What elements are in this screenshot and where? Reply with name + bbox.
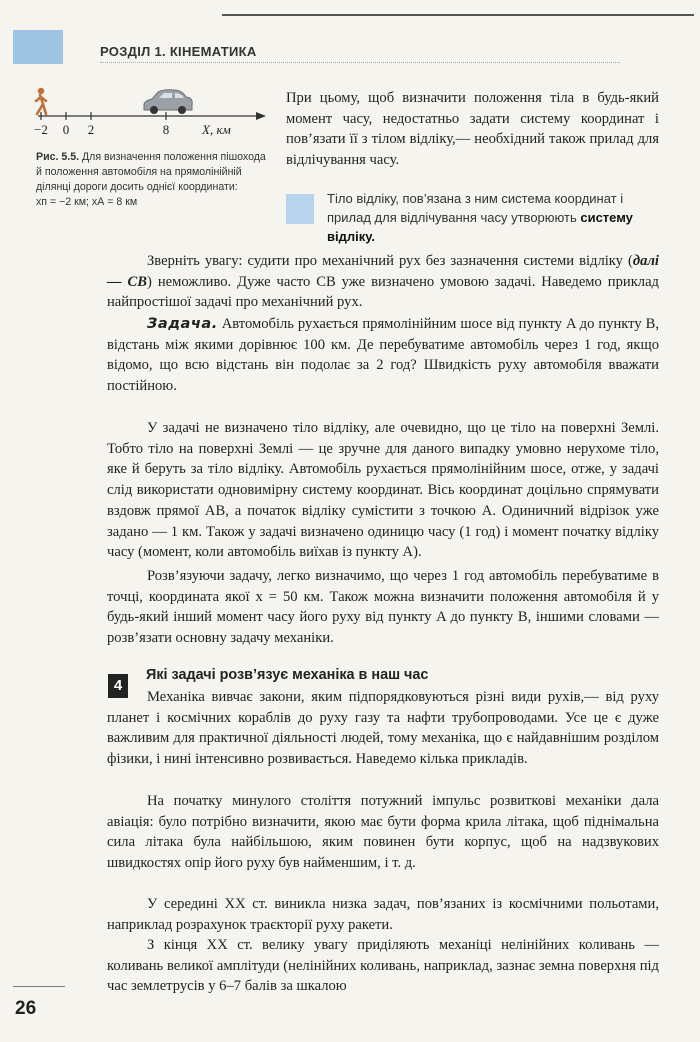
caption-formula: xп = −2 км; xА = 8 км xyxy=(36,196,138,208)
caption-label: Рис. 5.5. xyxy=(36,151,80,163)
chapter-title: РОЗДІЛ 1. КІНЕМАТИКА xyxy=(100,44,257,59)
paragraph-reference-frame xyxy=(107,251,659,313)
chapter-color-block xyxy=(13,30,63,64)
definition-marker xyxy=(286,194,314,224)
p1-italic: далі — СВ xyxy=(107,253,659,290)
axis-tick-label: 0 xyxy=(62,122,70,137)
footer-rule xyxy=(13,986,65,987)
axis-svg xyxy=(36,86,268,148)
section-number-badge: 4 xyxy=(108,674,128,698)
p1-text-b: ) неможливо. Дуже часто СВ уже визначено умовою задачі. Наведемо приклад найпростішої задачі про механічний рух. xyxy=(107,273,659,311)
p1-text-a: Зверніть увагу: судити про механічний рух без зазначення системи відліку ( xyxy=(147,253,633,269)
paragraph-task xyxy=(107,314,659,397)
paragraph-nonlinear: З кінця XX ст. велику увагу приділяють механіці нелінійних коливань — коливань великої амплітуди (нелінійних коливань, наприклад, зазнає земна поверхня під час землетрусів у 6–7 балів за шкалою xyxy=(107,937,659,995)
definition-text xyxy=(327,189,659,246)
pedestrian-icon xyxy=(36,88,46,114)
car-icon xyxy=(144,90,192,114)
paragraph-analysis: У задачі не визначено тіло відліку, але очевидно, що це тіло на поверхні Землі. Тобто тіло на поверхні Землі — це зручне для даного випадку умовно нерухоме тіло, яке й беруть за тіло відліку. Автомобіль рухається прямолінійним шосе, отже, у задачі слід використати одновимірну систему координат. Вісь координат доцільно спрямувати вздовж прямої AB, а початок відліку сумістити з точкою A. Одиничний відрізок уже задано — 1 км. Також у задачі визначено одиницю часу (1 год) і момент початку відліку часу (момент, коли автомобіль виїхав із пункту A). xyxy=(107,420,659,561)
x-axis-arrowhead xyxy=(256,112,266,120)
intro-paragraph: При цьому, щоб визначити положення тіла в будь-який момент часу, недостатньо задати систему координат і пов’язати її з тілом відліку,— необхідний також прилад для відлічування часу. xyxy=(286,90,659,169)
paragraph-mechanics-laws: Механіка вивчає закони, яким підпорядковуються різні види рухів,— від руху планет і космічних кораблів до руху газу та нафти трубопроводами. Усе це є дуже важливим для практичної діяльності людей, тому механіка, що є найдавнішим розділом фізики, і нині інтенсивно розвивається. Наведемо кілька прикладів. xyxy=(107,689,659,768)
axis-tick-label: 8 xyxy=(162,122,170,137)
paragraph-aviation: На початку минулого століття потужний імпульс розвиткові механіки дала авіація: було потрібно визначити, якою має бути форма крила літака, щоб піднімальна сила літака була найбільшою, яким повинен бути корпус, щоб на надзвукових швидкостях опір його руху був найменшим, і т. д. xyxy=(107,793,659,872)
task-label: Задача. xyxy=(147,315,218,332)
axis-label: X, км xyxy=(202,122,231,137)
axis-tick-label: −2 xyxy=(34,122,48,137)
definition-body: Тіло відліку, пов’язана з ним система координат і прилад для відлічування часу утворюють xyxy=(327,191,624,225)
definition-term: систему відліку. xyxy=(327,210,633,244)
page-number: 26 xyxy=(15,998,37,1019)
paragraph-solution: Розв’язуючи задачу, легко визначимо, що через 1 год автомобіль перебуватиме в точці, координата якої x = 50 км. Також можна визначити положення автомобіля й у будь-який інший момент часу його руху від пункту A до пункту B, іншими словами — розв’язати основну задачу механіки. xyxy=(107,568,659,647)
paragraph-space: У середині XX ст. виникла низка задач, пов’язаних із космічними польотами, наприклад розрахунок траєкторії руху ракети. xyxy=(107,896,659,933)
section-title: Які задачі розв’язує механіка в наш час xyxy=(146,667,429,683)
caption-text: Для визначення положення пішохода й положення автомобіля на прямолінійній ділянці дороги досить однієї координати: xyxy=(36,151,266,193)
axis-tick-label: 2 xyxy=(87,122,95,137)
header-dotted-rule xyxy=(100,62,620,64)
figure-coordinate-axis xyxy=(36,86,268,148)
top-rule xyxy=(222,14,694,16)
figure-caption xyxy=(36,150,268,210)
task-text: Автомобіль рухається прямолінійним шосе від пункту A до пункту B, відстань між якими дорівнює 100 км. Де перебуватиме автомобіль через 1 год, якщо відомо, що всю відстань він подолає за 2 год? Швидкість руху автомобіля вважати постійною. xyxy=(107,316,659,395)
